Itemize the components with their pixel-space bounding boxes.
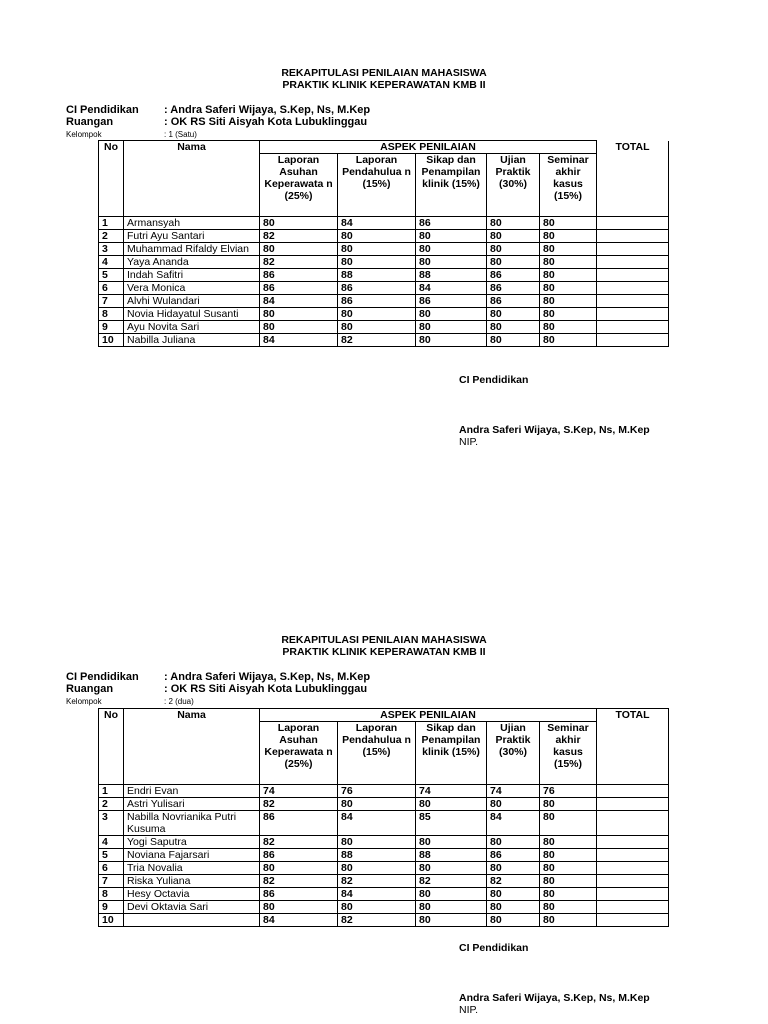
- score-5: 80: [540, 901, 597, 914]
- score-2: 80: [338, 256, 416, 269]
- row-no: 9: [99, 901, 124, 914]
- group-label: Kelompok: [66, 697, 102, 706]
- table-row: [99, 269, 669, 282]
- header-seminar-akhir: Seminar akhir kasus (15%): [540, 154, 597, 217]
- score-2: 88: [338, 269, 416, 282]
- score-2: 84: [338, 811, 416, 836]
- row-name: Devi Oktavia Sari: [124, 901, 260, 914]
- score-1: 80: [260, 321, 338, 334]
- score-1: 86: [260, 888, 338, 901]
- total-cell: [597, 875, 669, 888]
- score-table: [98, 708, 669, 927]
- row-no: 9: [99, 321, 124, 334]
- score-5: 80: [540, 217, 597, 230]
- score-3: 88: [416, 849, 487, 862]
- table-row: [99, 914, 669, 927]
- score-3: 80: [416, 230, 487, 243]
- score-3: 80: [416, 862, 487, 875]
- total-cell: [597, 901, 669, 914]
- score-5: 80: [540, 798, 597, 811]
- score-2: 80: [338, 798, 416, 811]
- score-2: 82: [338, 875, 416, 888]
- total-cell: [597, 862, 669, 875]
- row-no: 8: [99, 888, 124, 901]
- row-name: Nabilla Juliana: [124, 334, 260, 347]
- row-name: Hesy Octavia: [124, 888, 260, 901]
- header-laporan-pendahuluan: Laporan Pendahulua n (15%): [338, 722, 416, 785]
- total-cell: [597, 811, 669, 836]
- score-4: 86: [487, 269, 540, 282]
- score-3: 74: [416, 785, 487, 798]
- row-name: Nabilla Novrianika Putri Kusuma: [124, 811, 260, 836]
- room-value: : OK RS Siti Aisyah Kota Lubuklinggau: [164, 116, 368, 128]
- table-row: [99, 295, 669, 308]
- score-4: 80: [487, 256, 540, 269]
- header-aspek: ASPEK PENILAIAN: [260, 141, 597, 154]
- ci-label: CI Pendidikan: [66, 104, 139, 116]
- score-1: 84: [260, 914, 338, 927]
- total-cell: [597, 269, 669, 282]
- group-value: : 2 (dua): [164, 697, 194, 706]
- row-name: [124, 914, 260, 927]
- score-1: 84: [260, 334, 338, 347]
- sign-name: Andra Saferi Wijaya, S.Kep, Ns, M.Kep: [459, 992, 650, 1004]
- score-5: 80: [540, 282, 597, 295]
- row-name: Armansyah: [124, 217, 260, 230]
- header-sikap-penampilan: Sikap dan Penampilan klinik (15%): [416, 722, 487, 785]
- score-5: 80: [540, 849, 597, 862]
- group-value: : 1 (Satu): [164, 130, 197, 139]
- score-4: 80: [487, 243, 540, 256]
- score-5: 76: [540, 785, 597, 798]
- row-no: 5: [99, 849, 124, 862]
- score-3: 80: [416, 914, 487, 927]
- total-cell: [597, 230, 669, 243]
- header-nama: Nama: [124, 141, 260, 217]
- score-5: 80: [540, 888, 597, 901]
- score-4: 80: [487, 321, 540, 334]
- header-nama: Nama: [124, 709, 260, 785]
- table-row: [99, 888, 669, 901]
- room-label: Ruangan: [66, 116, 114, 128]
- score-3: 80: [416, 334, 487, 347]
- header-seminar-akhir: Seminar akhir kasus (15%): [540, 722, 597, 785]
- row-name: Ayu Novita Sari: [124, 321, 260, 334]
- row-name: Novia Hidayatul Susanti: [124, 308, 260, 321]
- row-name: Vera Monica: [124, 282, 260, 295]
- header-laporan-pendahuluan: Laporan Pendahulua n (15%): [338, 154, 416, 217]
- score-5: 80: [540, 308, 597, 321]
- table-row: [99, 785, 669, 798]
- row-name: Futri Ayu Santari: [124, 230, 260, 243]
- score-4: 86: [487, 849, 540, 862]
- sign-title: CI Pendidikan: [459, 374, 529, 386]
- total-cell: [597, 798, 669, 811]
- score-2: 86: [338, 282, 416, 295]
- table-row: [99, 901, 669, 914]
- info-block: [66, 671, 370, 695]
- score-2: 80: [338, 836, 416, 849]
- total-cell: [597, 334, 669, 347]
- sign-title: CI Pendidikan: [459, 942, 529, 954]
- row-name: Yogi Saputra: [124, 836, 260, 849]
- score-3: 82: [416, 875, 487, 888]
- score-1: 86: [260, 282, 338, 295]
- score-2: 82: [338, 914, 416, 927]
- signature-block: [459, 942, 650, 1016]
- total-cell: [597, 888, 669, 901]
- score-4: 80: [487, 836, 540, 849]
- header-no: No: [99, 709, 124, 785]
- score-1: 80: [260, 217, 338, 230]
- header-total: TOTAL: [597, 141, 669, 217]
- row-no: 2: [99, 230, 124, 243]
- sign-nip: NIP.: [459, 436, 479, 448]
- score-1: 82: [260, 256, 338, 269]
- row-no: 6: [99, 282, 124, 295]
- row-no: 10: [99, 914, 124, 927]
- header-total: TOTAL: [597, 709, 669, 785]
- table-row: [99, 798, 669, 811]
- score-3: 80: [416, 836, 487, 849]
- score-5: 80: [540, 875, 597, 888]
- row-name: Astri Yulisari: [124, 798, 260, 811]
- row-name: Alvhi Wulandari: [124, 295, 260, 308]
- row-no: 5: [99, 269, 124, 282]
- score-3: 84: [416, 282, 487, 295]
- score-4: 84: [487, 811, 540, 836]
- score-2: 82: [338, 334, 416, 347]
- score-5: 80: [540, 334, 597, 347]
- row-name: Endri Evan: [124, 785, 260, 798]
- score-1: 86: [260, 269, 338, 282]
- score-3: 80: [416, 308, 487, 321]
- row-no: 4: [99, 256, 124, 269]
- row-no: 2: [99, 798, 124, 811]
- total-cell: [597, 308, 669, 321]
- score-1: 82: [260, 875, 338, 888]
- table-row: [99, 849, 669, 862]
- score-3: 80: [416, 798, 487, 811]
- header-laporan-asuhan: Laporan Asuhan Keperawata n (25%): [260, 154, 338, 217]
- score-2: 80: [338, 901, 416, 914]
- score-4: 80: [487, 888, 540, 901]
- row-no: 8: [99, 308, 124, 321]
- score-4: 80: [487, 217, 540, 230]
- score-2: 76: [338, 785, 416, 798]
- total-cell: [597, 243, 669, 256]
- score-1: 86: [260, 811, 338, 836]
- sign-nip: NIP.: [459, 1004, 479, 1016]
- score-5: 80: [540, 321, 597, 334]
- score-5: 80: [540, 243, 597, 256]
- score-2: 86: [338, 295, 416, 308]
- table-row: [99, 321, 669, 334]
- room-value: : OK RS Siti Aisyah Kota Lubuklinggau: [164, 683, 368, 695]
- sheet-title-2: PRAKTIK KLINIK KEPERAWATAN KMB II: [282, 79, 486, 91]
- table-row: [99, 217, 669, 230]
- room-label: Ruangan: [66, 683, 114, 695]
- score-2: 80: [338, 321, 416, 334]
- total-cell: [597, 295, 669, 308]
- table-row: [99, 862, 669, 875]
- score-4: 82: [487, 875, 540, 888]
- sign-name: Andra Saferi Wijaya, S.Kep, Ns, M.Kep: [459, 424, 650, 436]
- header-ujian-praktik: Ujian Praktik (30%): [487, 154, 540, 217]
- sheet-title-1: REKAPITULASI PENILAIAN MAHASISWA: [281, 67, 487, 79]
- table-row: [99, 836, 669, 849]
- score-4: 80: [487, 862, 540, 875]
- score-5: 80: [540, 914, 597, 927]
- score-2: 80: [338, 308, 416, 321]
- score-4: 80: [487, 901, 540, 914]
- score-5: 80: [540, 811, 597, 836]
- score-4: 86: [487, 282, 540, 295]
- row-no: 7: [99, 295, 124, 308]
- score-3: 86: [416, 295, 487, 308]
- score-1: 80: [260, 862, 338, 875]
- total-cell: [597, 836, 669, 849]
- row-no: 10: [99, 334, 124, 347]
- score-3: 80: [416, 901, 487, 914]
- sheet-2: [0, 568, 768, 1024]
- table-row: [99, 811, 669, 836]
- header-ujian-praktik: Ujian Praktik (30%): [487, 722, 540, 785]
- table-row: [99, 256, 669, 269]
- score-4: 80: [487, 308, 540, 321]
- row-no: 1: [99, 785, 124, 798]
- score-1: 86: [260, 849, 338, 862]
- score-1: 80: [260, 243, 338, 256]
- sheet-title-1: REKAPITULASI PENILAIAN MAHASISWA: [281, 634, 487, 646]
- table-row: [99, 875, 669, 888]
- row-no: 1: [99, 217, 124, 230]
- table-row: [99, 282, 669, 295]
- ci-value: : Andra Saferi Wijaya, S.Kep, Ns, M.Kep: [164, 104, 371, 116]
- score-3: 86: [416, 217, 487, 230]
- score-4: 74: [487, 785, 540, 798]
- score-3: 80: [416, 256, 487, 269]
- table-row: [99, 334, 669, 347]
- row-name: Noviana Fajarsari: [124, 849, 260, 862]
- table-row: [99, 230, 669, 243]
- row-no: 6: [99, 862, 124, 875]
- score-5: 80: [540, 256, 597, 269]
- row-no: 4: [99, 836, 124, 849]
- row-name: Tria Novalia: [124, 862, 260, 875]
- row-name: Indah Safitri: [124, 269, 260, 282]
- score-1: 84: [260, 295, 338, 308]
- score-5: 80: [540, 862, 597, 875]
- total-cell: [597, 785, 669, 798]
- table-row: [99, 308, 669, 321]
- row-name: Riska Yuliana: [124, 875, 260, 888]
- score-3: 80: [416, 243, 487, 256]
- row-no: 7: [99, 875, 124, 888]
- score-5: 80: [540, 295, 597, 308]
- score-4: 80: [487, 914, 540, 927]
- header-laporan-asuhan: Laporan Asuhan Keperawata n (25%): [260, 722, 338, 785]
- score-1: 80: [260, 308, 338, 321]
- ci-value: : Andra Saferi Wijaya, S.Kep, Ns, M.Kep: [164, 671, 371, 683]
- score-1: 82: [260, 230, 338, 243]
- score-table: [98, 140, 669, 347]
- score-4: 80: [487, 334, 540, 347]
- score-3: 85: [416, 811, 487, 836]
- score-5: 80: [540, 836, 597, 849]
- score-2: 80: [338, 243, 416, 256]
- score-3: 80: [416, 888, 487, 901]
- group-label: Kelompok: [66, 130, 102, 139]
- row-no: 3: [99, 243, 124, 256]
- ci-label: CI Pendidikan: [66, 671, 139, 683]
- table-row: [99, 243, 669, 256]
- row-no: 3: [99, 811, 124, 836]
- total-cell: [597, 914, 669, 927]
- header-aspek: ASPEK PENILAIAN: [260, 709, 597, 722]
- score-4: 86: [487, 295, 540, 308]
- score-5: 80: [540, 269, 597, 282]
- score-4: 80: [487, 230, 540, 243]
- total-cell: [597, 217, 669, 230]
- group-block: [66, 130, 197, 140]
- score-2: 88: [338, 849, 416, 862]
- row-name: Yaya Ananda: [124, 256, 260, 269]
- score-2: 84: [338, 217, 416, 230]
- score-1: 74: [260, 785, 338, 798]
- score-2: 80: [338, 862, 416, 875]
- signature-block: [459, 374, 650, 448]
- score-3: 80: [416, 321, 487, 334]
- score-2: 80: [338, 230, 416, 243]
- score-1: 82: [260, 836, 338, 849]
- score-1: 82: [260, 798, 338, 811]
- score-1: 80: [260, 901, 338, 914]
- score-5: 80: [540, 230, 597, 243]
- sheet-title-2: PRAKTIK KLINIK KEPERAWATAN KMB II: [282, 646, 486, 658]
- header-no: No: [99, 141, 124, 217]
- total-cell: [597, 282, 669, 295]
- group-block: [66, 697, 194, 707]
- header-sikap-penampilan: Sikap dan Penampilan klinik (15%): [416, 154, 487, 217]
- total-cell: [597, 256, 669, 269]
- total-cell: [597, 321, 669, 334]
- info-block: [66, 104, 370, 128]
- total-cell: [597, 849, 669, 862]
- score-4: 80: [487, 798, 540, 811]
- score-2: 84: [338, 888, 416, 901]
- score-3: 88: [416, 269, 487, 282]
- row-name: Muhammad Rifaldy Elvian: [124, 243, 260, 256]
